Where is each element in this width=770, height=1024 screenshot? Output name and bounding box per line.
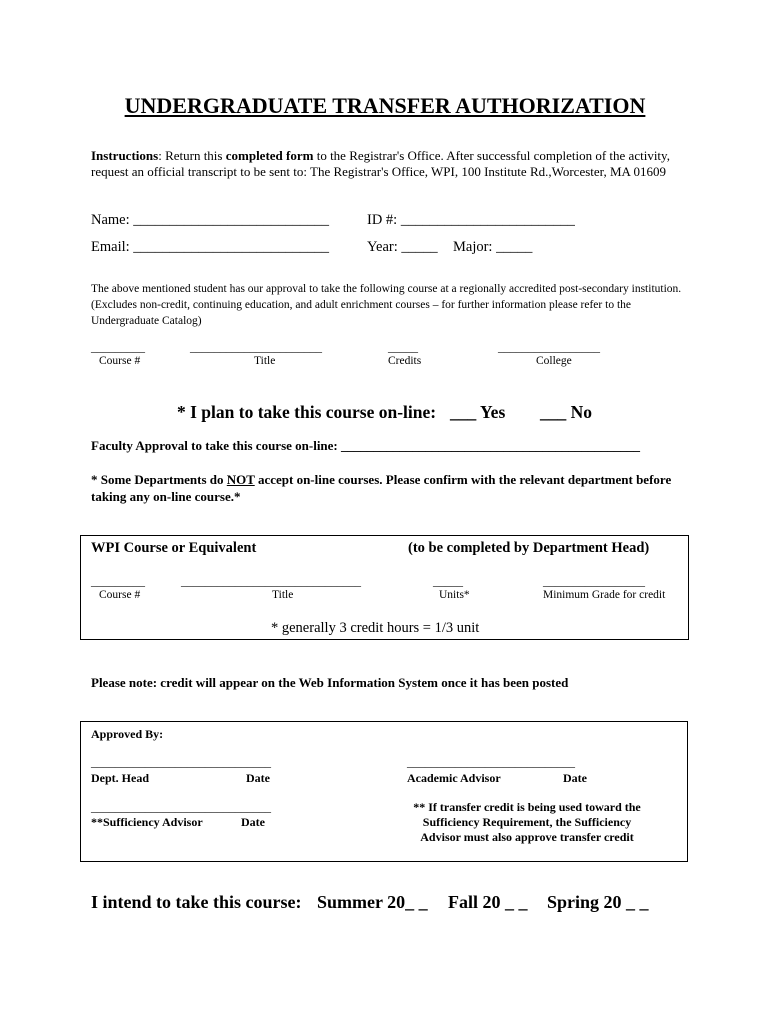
sufficiency-advisor-label: **Sufficiency Advisor bbox=[91, 815, 203, 829]
online-no-option[interactable]: ___ No bbox=[540, 402, 593, 422]
online-note bbox=[91, 471, 691, 505]
credits-line[interactable]: _____ bbox=[388, 340, 418, 354]
sufficiency-note-line-3: Advisor must also approve transfer credit bbox=[420, 830, 634, 844]
name-field[interactable]: Name: ___________________________ bbox=[91, 212, 330, 228]
intend-label: I intend to take this course: bbox=[91, 892, 302, 912]
instructions-bold: completed form bbox=[225, 148, 314, 163]
dept-head-date-label: Date bbox=[246, 771, 270, 785]
sufficiency-advisor-signature-line[interactable]: ______________________________ bbox=[91, 800, 271, 814]
id-field[interactable]: ID #: ________________________ bbox=[367, 212, 575, 228]
summer-term-option[interactable]: Summer 20_ _ bbox=[317, 892, 428, 912]
credit-hours-footnote: * generally 3 credit hours = 1/3 unit bbox=[271, 620, 480, 636]
instructions-post: to the Registrar's Office. After successful completion of the activity, request an official transcript to be sent to: The Registrar's Office, WPI, 100 Institute Rd.,Worcester, MA 01609 bbox=[91, 148, 670, 179]
instructions-label: Instructions bbox=[91, 148, 159, 163]
min-grade-label: Minimum Grade for credit bbox=[543, 589, 666, 601]
sufficiency-note-line-1: ** If transfer credit is being used toward the bbox=[413, 800, 641, 814]
wpi-course-num-label: Course # bbox=[99, 589, 141, 601]
faculty-approval-field[interactable]: Faculty Approval to take this course on-line: ______________________________________________ bbox=[91, 438, 641, 453]
approved-by-heading: Approved By: bbox=[91, 727, 164, 741]
credits-label: Credits bbox=[388, 355, 422, 367]
units-line[interactable]: _____ bbox=[433, 574, 463, 588]
course-num-line[interactable]: _________ bbox=[91, 340, 145, 354]
wpi-title-label: Title bbox=[272, 589, 294, 601]
wpi-course-heading: WPI Course or Equivalent bbox=[91, 540, 257, 556]
fall-term-option[interactable]: Fall 20 _ _ bbox=[448, 892, 528, 912]
year-field[interactable]: Year: _____ bbox=[367, 239, 438, 255]
instructions-sep: : bbox=[158, 148, 166, 163]
instructions bbox=[91, 148, 681, 180]
sufficiency-note-line-2: Sufficiency Requirement, the Sufficiency bbox=[422, 815, 632, 829]
units-label: Units* bbox=[439, 589, 470, 601]
wpi-title-line[interactable]: ______________________________ bbox=[181, 574, 361, 588]
online-note-pre: * Some Departments do bbox=[91, 472, 227, 487]
spring-term-option[interactable]: Spring 20 _ _ bbox=[547, 892, 649, 912]
sufficiency-advisor-date-label: Date bbox=[241, 815, 265, 829]
instructions-pre: Return this bbox=[165, 148, 226, 163]
major-field[interactable]: Major: _____ bbox=[453, 239, 533, 255]
credit-note: Please note: credit will appear on the Web Information System once it has been posted bbox=[91, 675, 569, 690]
academic-advisor-label: Academic Advisor bbox=[407, 771, 501, 785]
dept-head-note: (to be completed by Department Head) bbox=[408, 540, 650, 556]
online-note-post: accept on-line courses. Please confirm with the relevant department before taking any on-line course.* bbox=[91, 472, 672, 504]
academic-advisor-signature-line[interactable]: ____________________________ bbox=[407, 755, 575, 769]
course-title-label: Title bbox=[254, 355, 276, 367]
dept-head-label: Dept. Head bbox=[91, 771, 149, 785]
page-title: UNDERGRADUATE TRANSFER AUTHORIZATION bbox=[124, 93, 646, 118]
college-label: College bbox=[536, 355, 572, 367]
min-grade-line[interactable]: _________________ bbox=[543, 574, 645, 588]
course-title-line[interactable]: ______________________ bbox=[190, 340, 322, 354]
wpi-course-num-line[interactable]: _________ bbox=[91, 574, 145, 588]
dept-head-signature-line[interactable]: ______________________________ bbox=[91, 755, 271, 769]
college-line[interactable]: _________________ bbox=[498, 340, 600, 354]
online-note-emphasis: NOT bbox=[226, 472, 255, 487]
online-yes-option[interactable]: ___ Yes bbox=[450, 402, 506, 422]
online-question: * I plan to take this course on-line: bbox=[177, 402, 437, 422]
academic-advisor-date-label: Date bbox=[563, 771, 587, 785]
email-field[interactable]: Email: ___________________________ bbox=[91, 239, 330, 255]
course-num-label: Course # bbox=[99, 355, 141, 367]
approval-paragraph: The above mentioned student has our approval to take the following course at a regionally accredited post-secondary institution. (Excludes non-credit, continuing education, and adult enrichment courses – for further information please refer to the Undergraduate Catalog) bbox=[91, 283, 682, 327]
